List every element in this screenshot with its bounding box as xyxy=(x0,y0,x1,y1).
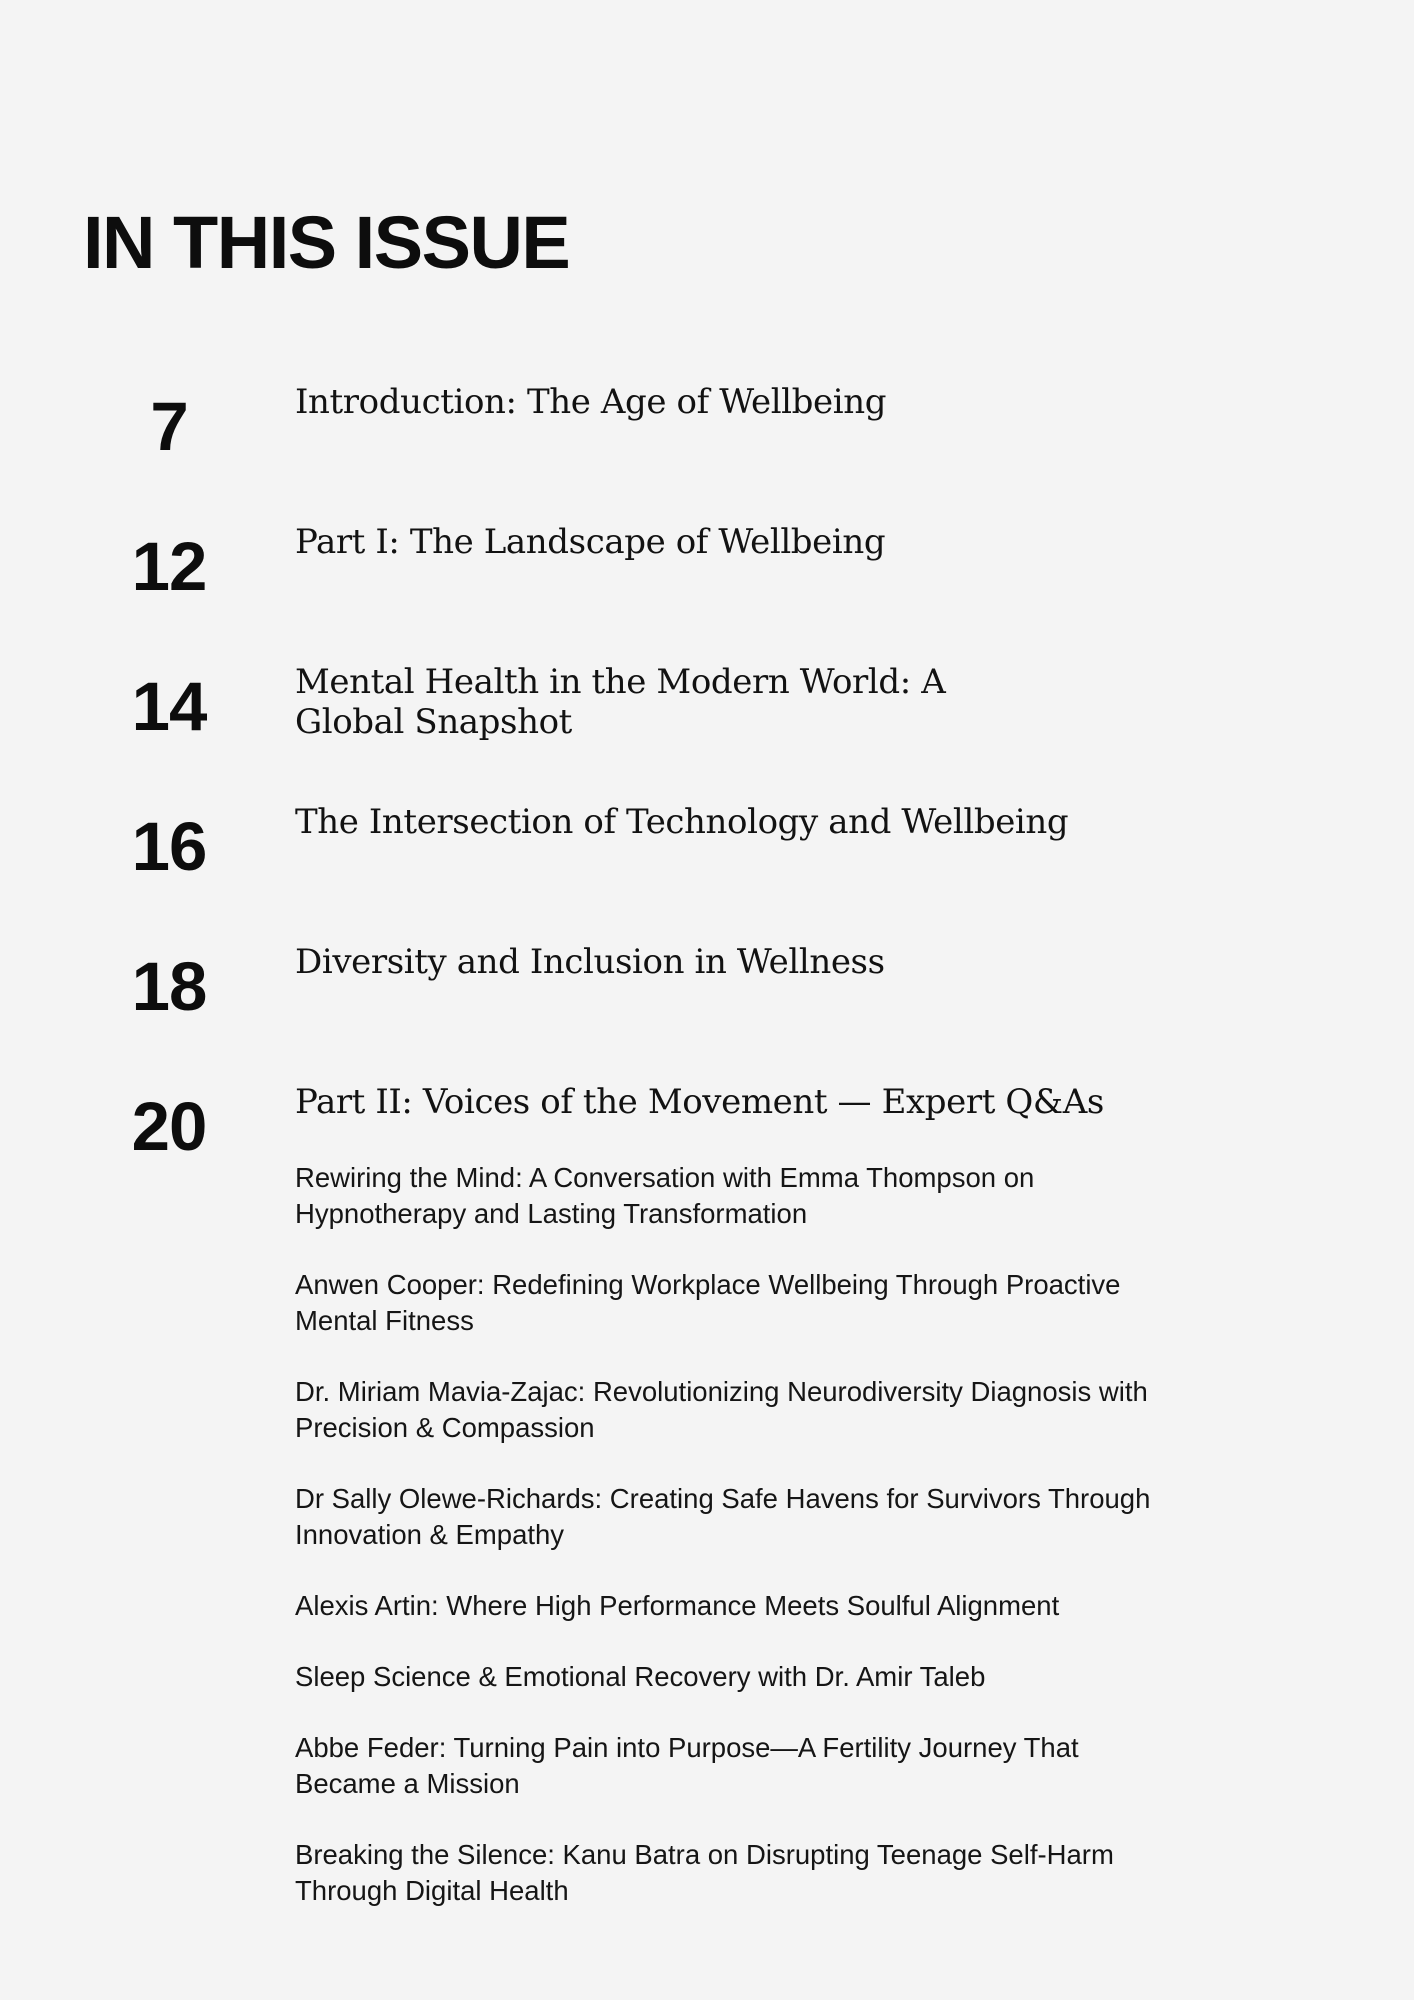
toc-page-number: 18 xyxy=(131,948,207,1025)
qa-item[interactable]: Dr Sally Olewe-Richards: Creating Safe Havens for Survivors Through Innovation & Empathy xyxy=(295,1483,1151,1550)
toc-entry-title: Mental Health in the Modern World: A Global Snapshot xyxy=(295,662,946,742)
toc-entry-title: Diversity and Inclusion in Wellness xyxy=(295,942,885,982)
toc-entry-title: Part II: Voices of the Movement — Expert Q&As xyxy=(295,1082,1104,1122)
qa-item[interactable]: Breaking the Silence: Kanu Batra on Disrupting Teenage Self-Harm Through Digital Health xyxy=(295,1839,1114,1906)
toc-entry-title: Part I: The Landscape of Wellbeing xyxy=(295,522,886,562)
expert-qa-list xyxy=(295,1160,1155,1944)
qa-item[interactable]: Anwen Cooper: Redefining Workplace Wellbeing Through Proactive Mental Fitness xyxy=(295,1269,1121,1336)
qa-item[interactable]: Dr. Miriam Mavia-Zajac: Revolutionizing Neurodiversity Diagnosis with Precision & Compassion xyxy=(295,1376,1148,1443)
toc-page-number: 14 xyxy=(131,668,207,745)
qa-item[interactable]: Abbe Feder: Turning Pain into Purpose—A Fertility Journey That Became a Mission xyxy=(295,1732,1079,1799)
toc-entry-title: The Intersection of Technology and Wellbeing xyxy=(295,802,1069,842)
toc-entry-title: Introduction: The Age of Wellbeing xyxy=(295,382,887,422)
toc-page-number: 7 xyxy=(150,388,188,465)
page-title: IN THIS ISSUE xyxy=(83,201,570,284)
qa-item[interactable]: Rewiring the Mind: A Conversation with Emma Thompson on Hypnotherapy and Lasting Transformation xyxy=(295,1162,1035,1229)
toc-page-number: 20 xyxy=(131,1088,207,1165)
qa-item[interactable]: Sleep Science & Emotional Recovery with Dr. Amir Taleb xyxy=(295,1661,986,1692)
toc-page-number: 16 xyxy=(131,808,207,885)
qa-item[interactable]: Alexis Artin: Where High Performance Meets Soulful Alignment xyxy=(295,1590,1060,1621)
toc-page-number: 12 xyxy=(131,528,207,605)
